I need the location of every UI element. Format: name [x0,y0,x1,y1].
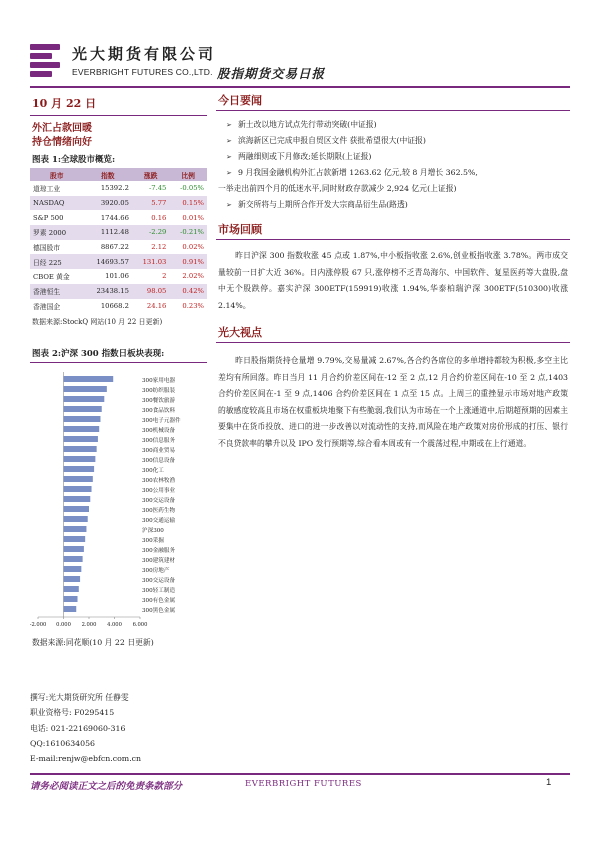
chart-category-label: 300轻工制造 [142,588,176,595]
left-column [30,92,207,648]
col-header-pct: 比例 [169,168,207,181]
cell-pct: -0.21% [169,225,207,240]
cell-change: 0.16 [151,213,167,222]
cell-change: 98.05 [132,284,169,299]
chart-bar [64,406,102,412]
chart-bar [64,576,81,582]
cell-index: 3920.05 [84,196,132,211]
cell-pct: 0.42% [169,284,207,299]
chart-category-label: 300交通运输 [142,518,176,525]
chart-bar [64,596,78,602]
cell-change: 24.16 [146,301,167,310]
chart-category-label: 300餐饮旅游 [142,398,176,405]
author: 撰写:光大期货研究所 任静雯 [30,693,129,702]
global-markets-table [30,168,207,313]
chart-category-label: 300有色金属 [142,598,176,605]
chart-category-label: 300化工 [142,468,164,475]
cell-index: 23438.15 [84,284,132,299]
review-section-title: 市场回顾 [216,221,570,240]
view-section-title: 光大视点 [216,324,570,343]
cell-change: 5.77 [132,196,169,211]
news-item: ➢ 两融细则或下月修改;延长期限(上证报) [216,149,570,165]
cell-pct: 2.02% [182,272,204,281]
cell-change: 131.03 [132,254,169,269]
bullet-icon: ➢ [226,121,232,129]
cell-market: 香港国企 [33,302,61,311]
table-row [30,225,207,240]
viewpoint-text: 昨日股指期货持仓量增 9.79%,交易量减 2.67%,各合约各席位的多单增持都较为积极,多空主比差均有所回落。昨日当月 11 月合约价差区间在-12 至 2 点,12 月合约价差区间在-10 至 2 点,1403 合约价差区间在-1 至 9 点,1406 合约价差区间在 1 点至 15 点。上周三的重挫显示市场对地产政策的敏感度较高且市场在权重板块地聚下有些脆弱,我们认为市场在一个上涨通道中,后期超预期的因素主要集中在货币投放、进口的进一步改善以对流动性的支持,而风险在地产政策对房价形成的打压、银行不良贷款率的攀升以及 IPO 发行预期等,综合看本周或有一个震荡过程,中期或在上行通道。 [218,356,568,448]
cell-index: 101.06 [105,272,129,281]
cell-market: 罗素 2000 [30,225,84,240]
table-source: 数据来源:StockQ 网站(10 月 22 日更新) [32,318,163,327]
chart-bar [64,456,96,462]
cell-pct: 0.15% [169,196,207,211]
chart-tick-label: 2.000 [81,622,97,629]
cell-index: 15392.2 [100,184,129,193]
chart-bar [64,506,90,512]
cell-index: 8867.22 [100,243,129,252]
col-header-change: 涨跌 [132,168,169,181]
chart-bar [64,416,101,422]
table-row [30,210,207,225]
cell-market: CBOE 黄金 [33,273,70,282]
chart-tick-label: 6.000 [132,622,148,629]
chart-bar [64,426,100,432]
phone: 电话: 021-22169060-316 [30,723,126,733]
chart-category-label: 300房地产 [142,568,170,575]
bullet-icon: ➢ [226,153,232,161]
bullet-icon: ➢ [226,169,232,177]
chart-bar [64,556,83,562]
news-item: ➢ 9 月我国金融机构外汇占款新增 1263.62 亿元,较 8 月增长 362.5%, 一举走出前四个月的低迷水平,同时财政存款减少 2,924 亿元(上证报) [216,165,570,197]
col-header-market: 股市 [30,168,84,181]
news-item: ➢ 滨海新区已完成申报自贸区文件 获批希望很大(中证报) [216,133,570,149]
headline-1: 外汇占款回暖 [32,123,92,134]
table-row [30,269,207,284]
chart-bar [64,496,91,502]
news-item: ➢ 新交所将与上期所合作开发大宗商品衍生品(路透) [216,197,570,213]
cell-market: 道琼工业 [33,185,61,194]
chart-bar [64,536,86,542]
cell-market: S&P 500 [33,213,64,222]
footer-brand: EVERBRIGHT FUTURES [245,779,362,789]
table-title: 图表 1:全球股市概览: [32,155,116,165]
chart-bar [64,436,98,442]
qq: QQ:1610634056 [30,738,96,748]
chart-bar [64,606,77,612]
cell-change: -7.45 [148,184,167,193]
chart-category-label: 300商业贸易 [142,448,176,455]
cell-change: 2.12 [151,243,167,252]
bullet-icon: ➢ [226,137,232,145]
report-title: 股指期货交易日报 [217,66,326,81]
chart-tick-label: -2.000 [30,622,47,629]
cell-index: 1744.66 [100,213,129,222]
chart-category-label: 300机械设备 [142,428,176,435]
right-column [216,92,570,452]
chart-bar [64,396,105,402]
col-header-index: 指数 [84,168,132,181]
chart-category-label: 300纺织服装 [142,388,176,395]
chart-bar [64,566,82,572]
cell-pct: 0.23% [182,301,204,310]
chart-tick-label: 4.000 [107,622,122,629]
footer-divider [30,773,570,775]
cell-change: 2 [162,272,167,281]
chart-svg [30,367,207,629]
table-row [30,254,207,269]
header-divider [30,86,570,88]
chart-tick-label: 0.000 [56,622,71,629]
news-section-title: 今日要闻 [216,92,570,111]
chart-category-label: 300信息服务 [142,438,176,445]
email: E-mail:renjw@ebfcn.com.cn [30,754,142,764]
disclaimer-note: 请务必阅读正文之后的免责条款部分 [30,781,183,792]
company-name-en: EVERBRIGHT FUTURES CO.,LTD. [72,67,213,77]
chart-category-label: 300食品饮料 [142,408,176,415]
table-row [30,181,207,196]
chart-bar [64,446,97,452]
cell-pct: 0.02% [182,243,204,252]
license-number: 职业资格号: F0295415 [30,708,115,718]
chart-bar [64,546,84,552]
cell-change: -2.29 [132,225,169,240]
cell-pct: 0.01% [182,213,204,222]
report-date: 10 月 22 日 [30,92,207,116]
page-header [30,40,570,84]
chart-category-label: 300信息设备 [142,458,176,465]
chart-category-label: 300黑色金属 [142,608,176,615]
cell-index: 10668.2 [100,301,129,310]
chart-bar [64,386,107,392]
chart-category-label: 300家用电器 [142,378,176,385]
everbright-logo-icon [30,44,64,78]
chart-bar [64,486,92,492]
chart-bar [64,516,88,522]
cell-pct: -0.05% [180,184,204,193]
chart-bar [64,586,79,592]
chart-category-label: 沪深300 [142,528,164,535]
company-name-cn: 光大期货有限公司 [72,45,217,63]
figure-title: 图表 2:沪深 300 指数日板块表现: [30,347,207,363]
bullet-icon: ➢ [226,201,232,209]
chart-category-label: 300采掘 [142,538,164,545]
chart-category-label: 300建筑建材 [142,558,176,565]
table-row [30,299,207,314]
cell-index: 1112.48 [84,225,132,240]
cell-market: NASDAQ [30,196,84,211]
sector-bar-chart [30,367,207,629]
chart-category-label: 300公用事业 [142,488,176,495]
table-row [30,284,207,299]
news-item: ➢ 新土改以地方试点先行带动突破(中证报) [216,117,570,133]
table-row [30,240,207,255]
chart-category-label: 300医药生物 [142,508,176,515]
chart-bar [64,476,93,482]
chart-bar [64,376,114,382]
chart-bar [64,466,95,472]
chart-bar [64,526,87,532]
cell-pct: 0.91% [169,254,207,269]
market-review-text: 昨日沪深 300 指数收涨 45 点或 1.87%,中小板指收涨 2.6%,创业板指收涨 3.78%。两市成交量较前一日扩大近 36%。日内涨停股 67 只,涨停榜不乏青岛海尔、中国软件、复星医药等大盘股,盘中无个股跌停。嘉实沪深 300ETF(159919)收涨 1.94%,华泰柏瑞沪深 300ETF(510300)收涨 2.14%。 [218,251,568,310]
chart-category-label: 300交运设备 [142,578,176,585]
cell-market: 日经 225 [30,254,84,269]
cell-index: 14693.57 [84,254,132,269]
page-number: 1 [546,777,552,788]
chart-category-label: 300金融服务 [142,548,176,555]
chart-category-label: 300交运设备 [142,498,176,505]
contact-info [30,690,141,766]
chart-category-label: 300电子元器件 [142,418,181,425]
cell-market: 德国股市 [33,244,61,253]
chart-category-label: 300农林牧渔 [142,478,176,485]
headline-2: 持仓情绪向好 [32,137,92,148]
cell-market: 香港恒生 [30,284,84,299]
table-row [30,196,207,211]
chart-source: 数据来源:同花顺(10 月 22 日更新) [32,638,154,648]
news-list [216,117,570,213]
